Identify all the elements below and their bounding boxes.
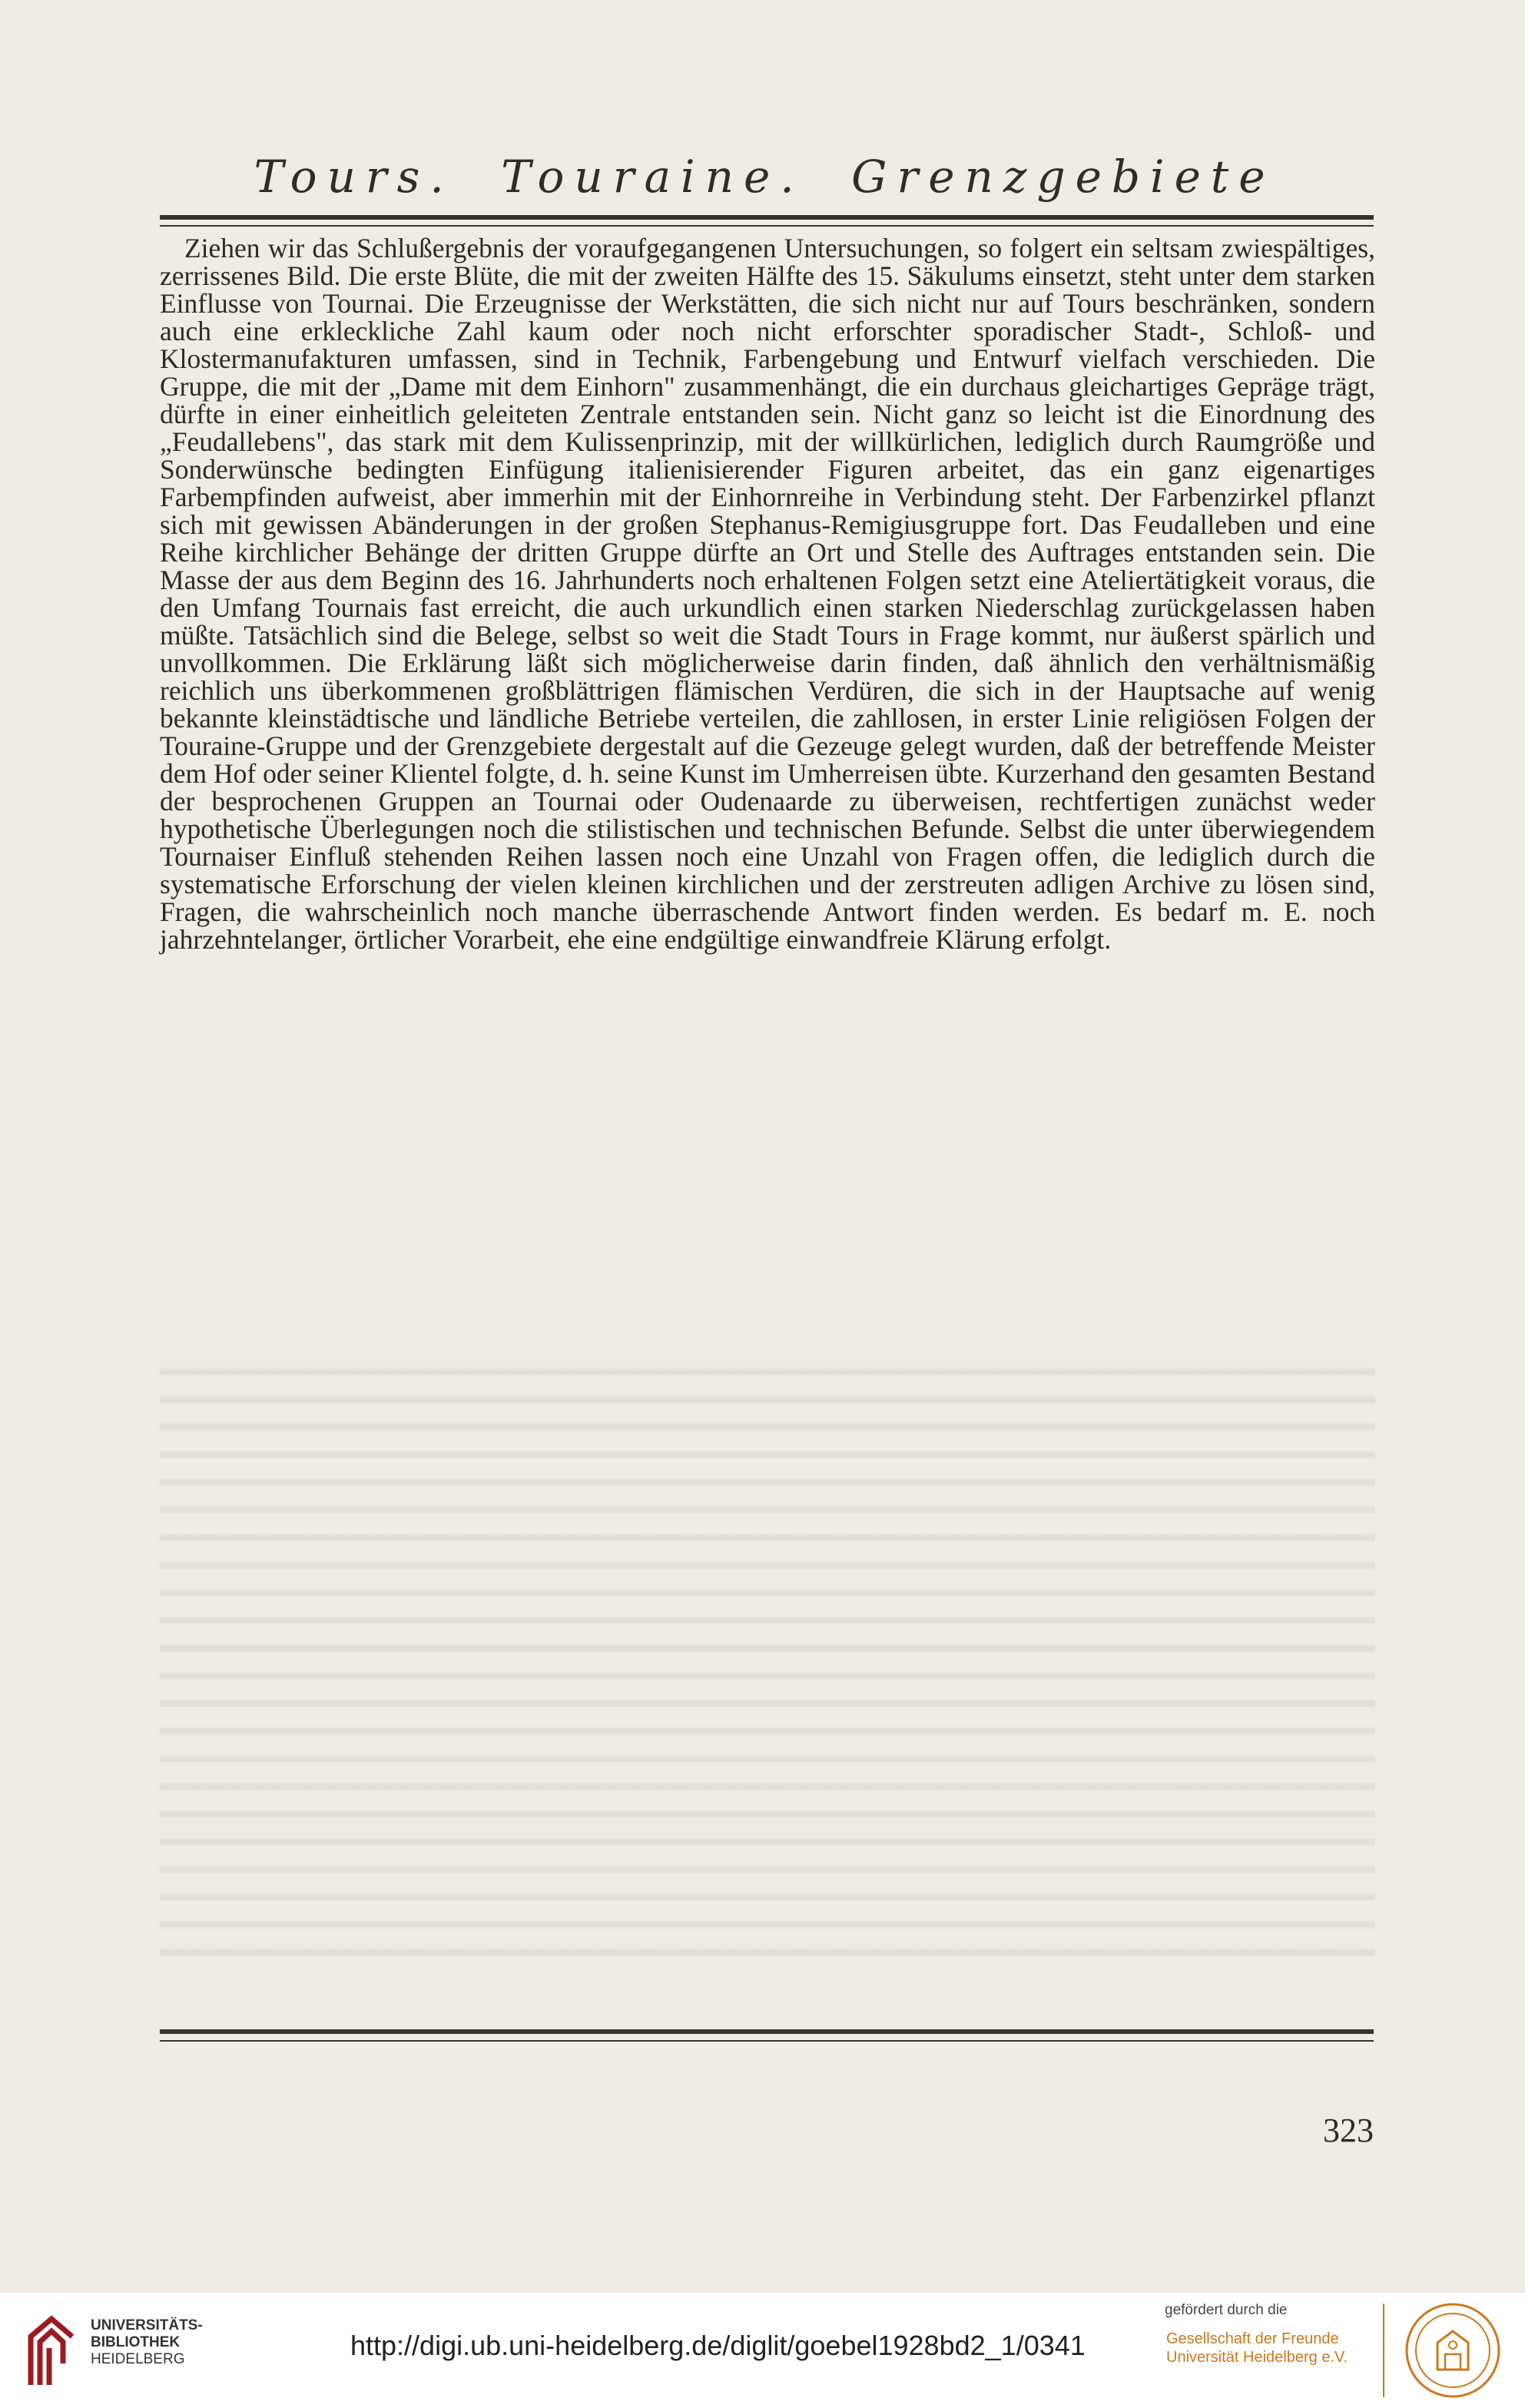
library-name-line2: BIBLIOTHEK <box>91 2334 181 2350</box>
footer-rule-thin <box>160 2040 1374 2042</box>
sponsor-label: gefördert durch die <box>1165 2302 1288 2318</box>
body-paragraph: Ziehen wir das Schlußergebnis der voraufgegangenen Untersuchungen, so folgert ein seltsam zwiespältiges, zerrissenes Bild. Die erste Blüte, die mit der zweiten Hälfte des 15. Säkulums einsetzt, steht unter dem starken Einflusse von Tournai. Die Erzeugnisse der Werkstätten, die sich nicht nur auf Tours beschränken, sondern auch eine erkleckliche Zahl kaum oder noch nicht erforschter sporadischer Stadt-, Schloß- und Klostermanufakturen umfassen, sind in Technik, Farbengebung und Entwurf vielfach verschieden. Die Gruppe, die mit der „Dame mit dem Einhorn" zusammenhängt, die ein durchaus gleichartiges Gepräge trägt, dürfte in einer einheitlich geleiteten Zentrale entstanden sein. Nicht ganz so leicht ist die Einordnung des „Feudallebens", das stark mit dem Kulissenprinzip, mit der willkürlichen, lediglich durch Raumgröße und Sonderwünsche bedingten Einfügung italienisierender Figuren arbeitet, das ein ganz eigenartiges Farbempfinden aufweist, aber immerhin mit der Einhornreihe in Verbindung steht. Der Farbenzirkel pflanzt sich mit gewissen Abänderungen in der großen Stephanus-Remigiusgruppe fort. Das Feudalleben und eine Reihe kirchlicher Behänge der dritten Gruppe dürfte an Ort und Stelle des Auftrages entstanden sein. Die Masse der aus dem Beginn des 16. Jahrhunderts noch erhaltenen Folgen setzt eine Ateliertätigkeit voraus, die den Umfang Tournais fast erreicht, die auch urkundlich einen starken Niederschlag zurückgelassen haben müßte. Tatsächlich sind die Belege, selbst so weit die Stadt Tours in Frage kommt, nur äußerst spärlich und unvollkommen. Die Erklärung läßt sich möglicherweise darin finden, daß ähnlich den verhältnismäßig reichlich uns überkommenen großblättrigen flämischen Verdüren, die sich in der Hauptsache auf wenig bekannte kleinstädtische und ländliche Betriebe verteilen, die zahllosen, in erster Linie religiösen Folgen der Touraine-Gruppe und der Grenzgebiete dergestalt auf die Gezeuge gelegt wurden, daß der betreffende Meister dem Hof oder seiner Klientel folgte, d. h. seine Kunst im Umherreisen übte. Kurzerhand den gesamten Bestand der besprochenen Gruppen an Tournai oder Oudenaarde zu überweisen, rechtfertigen zunächst weder hypothetische Überlegungen noch die stilistischen und technischen Befunde. Selbst die unter überwiegendem Tournaiser Einfluß stehenden Reihen lassen noch eine Unzahl von Fragen offen, die lediglich durch die systematische Erforschung der vielen kleinen kirchlichen und der zerstreuten adligen Archive zu lösen sind, Fragen, die wahrscheinlich noch manche überraschende Antwort finden werden. Es bedarf m. E. noch jahrzehntelanger, örtlicher Vorarbeit, ehe eine endgültige einwandfreie Klärung erfolgt. <box>160 233 1375 955</box>
library-name-line1: UNIVERSITÄTS- <box>91 2317 203 2333</box>
library-logo-icon <box>17 2310 86 2390</box>
running-header: Tours. Touraine. Grenzgebiete <box>254 151 1275 203</box>
library-name-line3: HEIDELBERG <box>91 2351 185 2367</box>
footer-rule-thick <box>160 2029 1374 2034</box>
header-rule-thin <box>160 225 1374 227</box>
permalink-url[interactable]: http://digi.ub.uni-heidelberg.de/diglit/goebel1928bd2_1/0341 <box>350 2330 1086 2361</box>
sponsor-name-line2: Universität Heidelberg e.V. <box>1166 2349 1348 2366</box>
sponsor-name <box>1166 2330 1348 2367</box>
page-number: 323 <box>1323 2112 1374 2149</box>
sponsor-name-line1: Gesellschaft der Freunde <box>1166 2330 1339 2347</box>
show-through-texture <box>160 1352 1375 1966</box>
library-name <box>91 2317 203 2368</box>
digitization-footer <box>0 2293 1525 2408</box>
university-seal-icon <box>1403 2300 1503 2400</box>
footer-divider <box>1383 2304 1384 2397</box>
header-rule-thick <box>160 215 1374 220</box>
